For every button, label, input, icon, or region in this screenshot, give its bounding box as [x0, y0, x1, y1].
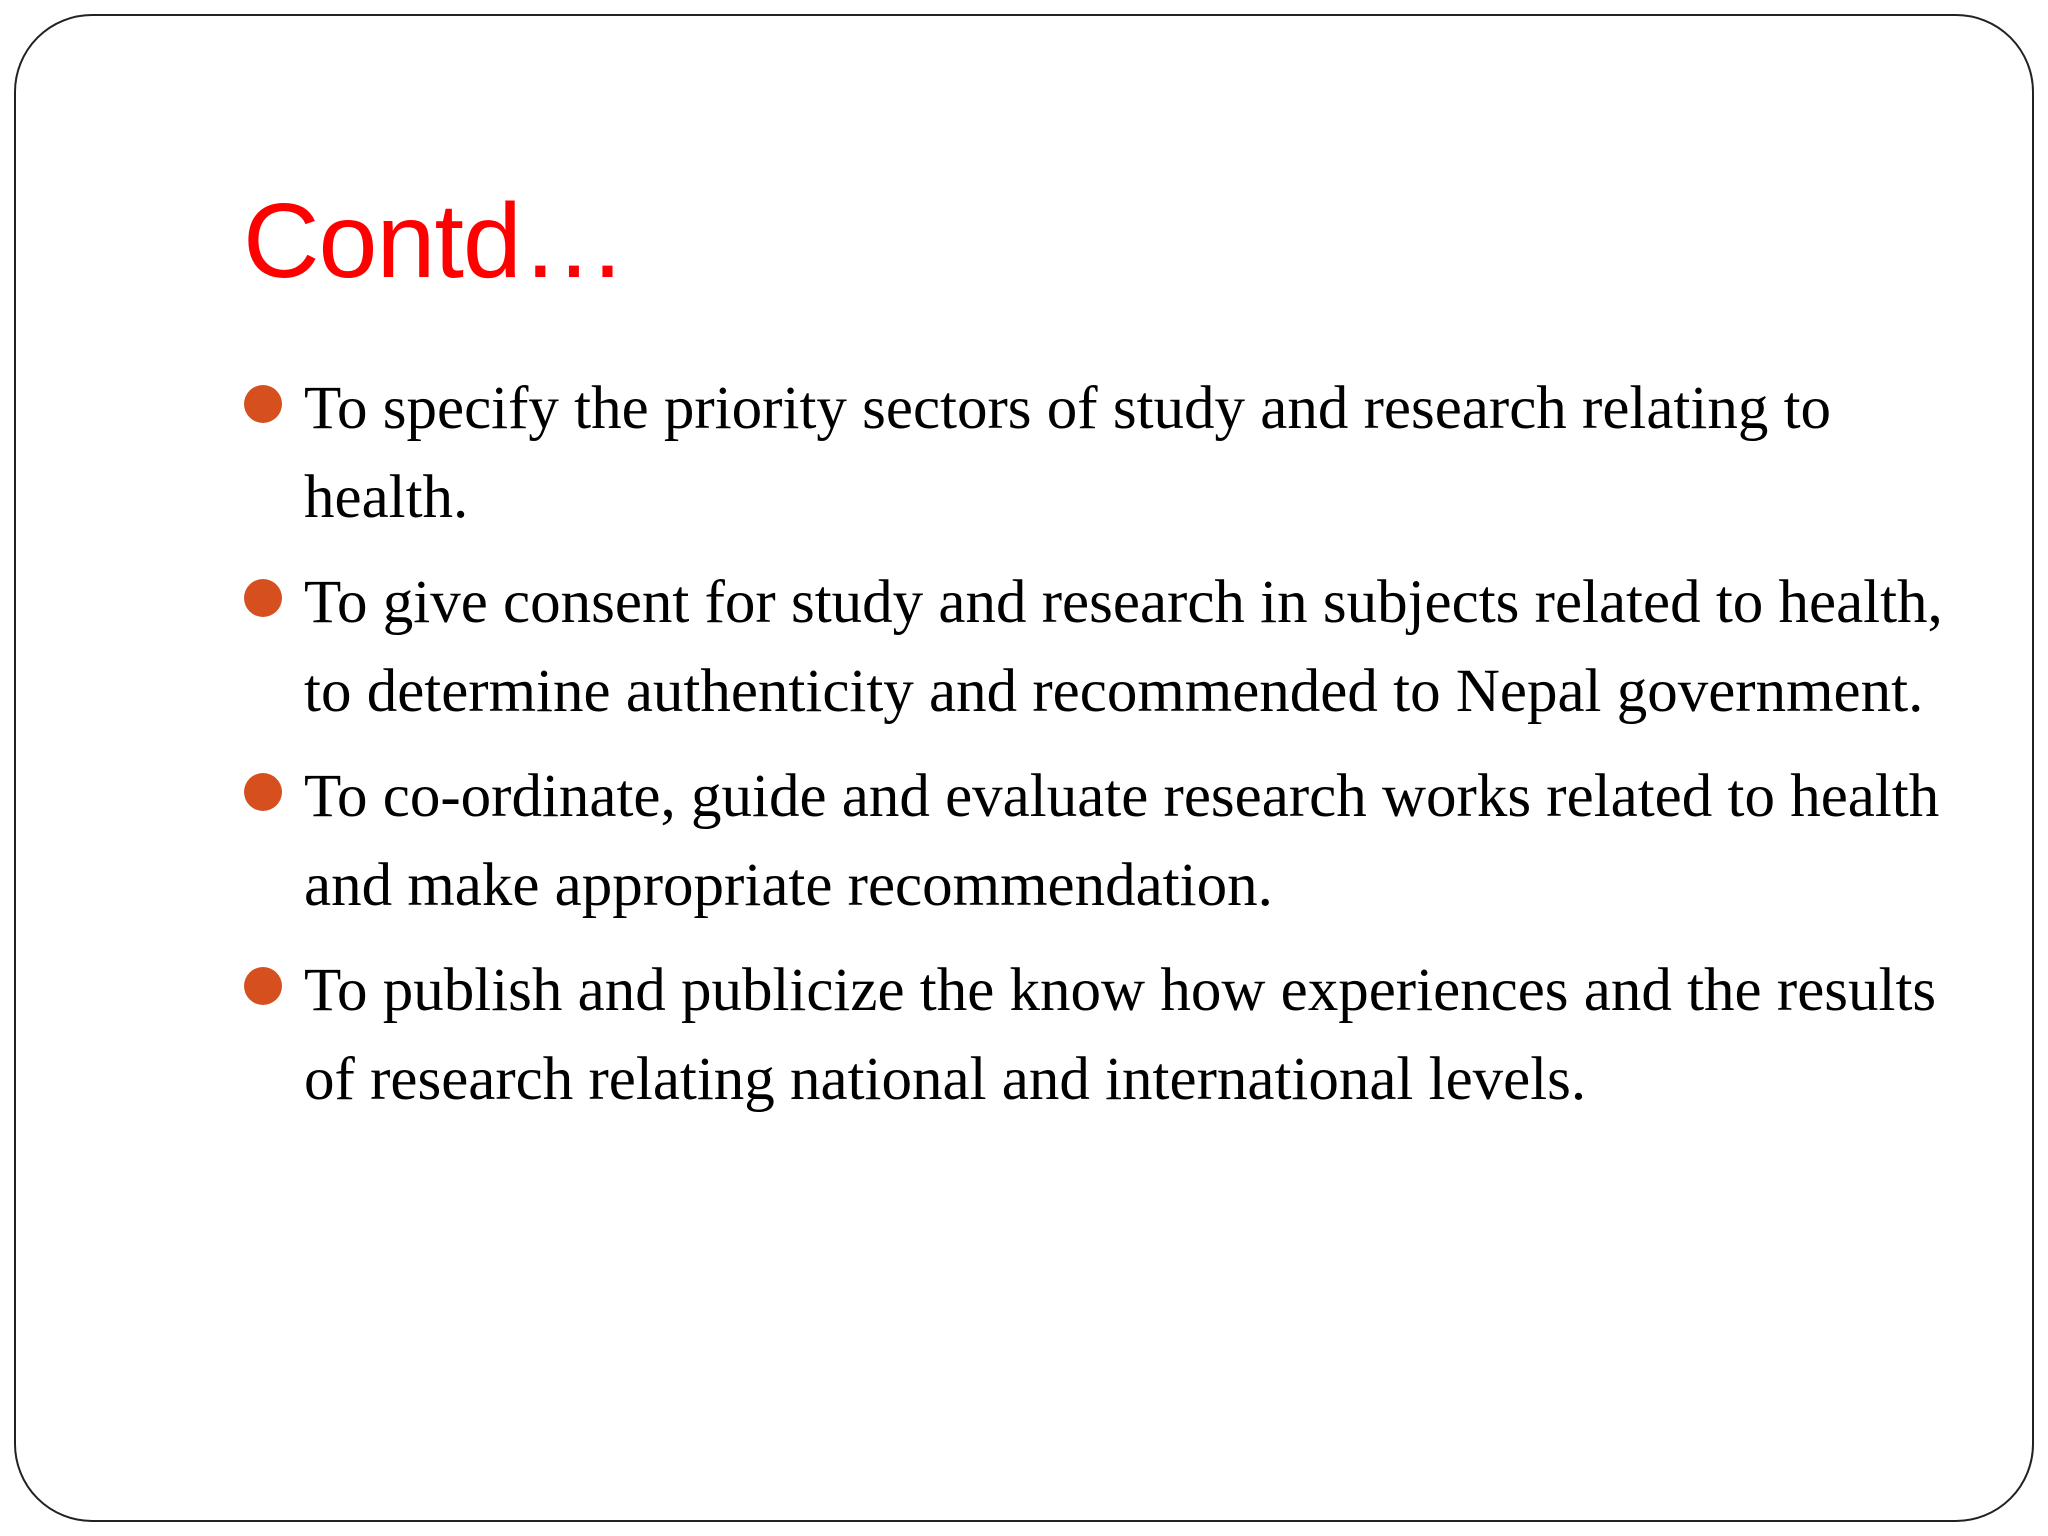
slide-title: Contd… — [243, 182, 626, 300]
bullet-text: To publish and publicize the know how experiences and the results of research relating national and international levels. — [304, 957, 1937, 1113]
bullet-text: To give consent for study and research in subjects related to health, to determine authenticity and recommended to Nepal government. — [304, 569, 1943, 725]
slide-frame — [14, 14, 2034, 1522]
bullet-text: To co-ordinate, guide and evaluate research works related to health and make appropriate recommendation. — [304, 763, 1940, 919]
bullet-dot-icon — [244, 385, 282, 423]
bullet-item — [243, 364, 1963, 542]
bullet-list — [243, 364, 1963, 1140]
bullet-item — [243, 558, 1963, 736]
bullet-text: To specify the priority sectors of study and research relating to health. — [304, 375, 1832, 531]
bullet-item — [243, 946, 1963, 1124]
bullet-dot-icon — [244, 579, 282, 617]
bullet-dot-icon — [244, 773, 282, 811]
bullet-dot-icon — [244, 967, 282, 1005]
bullet-item — [243, 752, 1963, 930]
